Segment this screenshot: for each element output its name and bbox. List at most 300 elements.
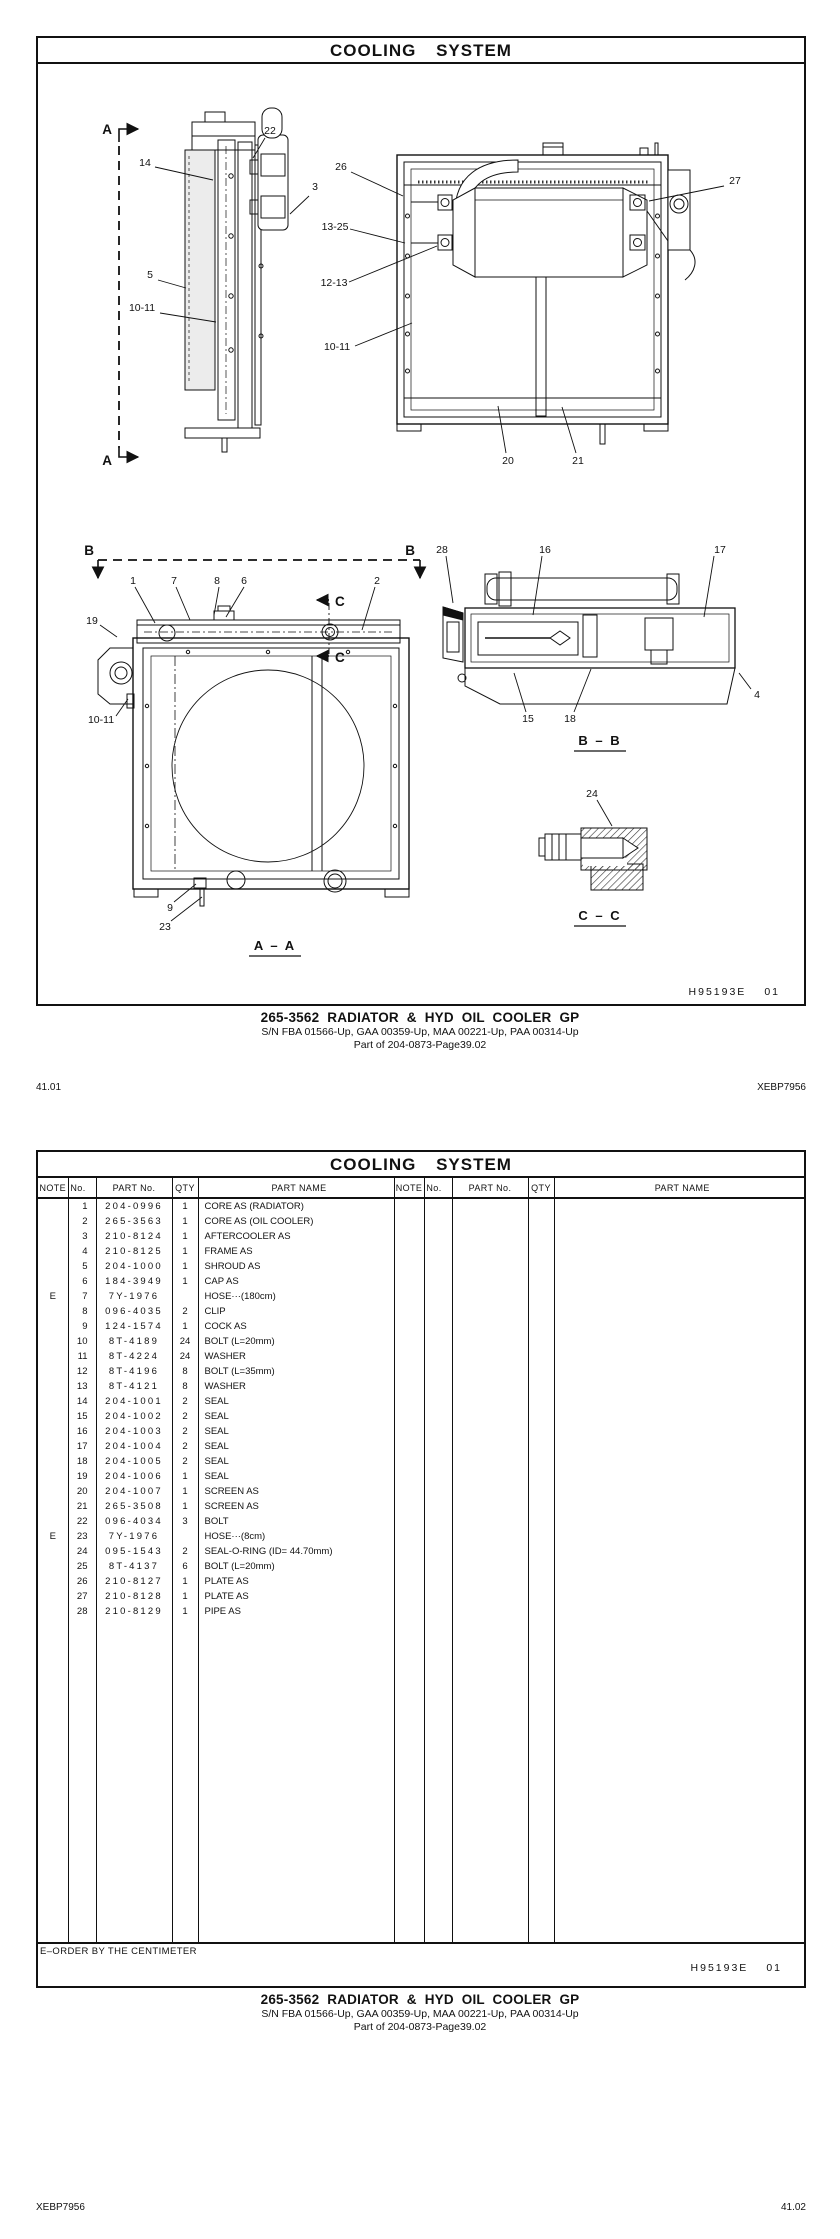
cell-name: CORE AS (RADIATOR) [198,1198,394,1214]
cell-no [424,1454,452,1469]
cell-part: 210-8128 [96,1589,172,1604]
cell-name [554,1274,804,1289]
group-title: 265-3562 RADIATOR & HYD OIL COOLER GP [260,1992,580,2007]
cell-qty [528,1198,554,1214]
cell-name: SEAL [198,1409,394,1424]
cell-qty: 8 [172,1379,198,1394]
cell-note [38,1229,68,1244]
part-row [38,1244,804,1259]
cell-qty: 24 [172,1349,198,1364]
cell-part: 204-1004 [96,1439,172,1454]
cell-name [554,1604,804,1619]
cell-qty: 3 [172,1514,198,1529]
part-row [38,1379,804,1394]
cell-name: SCREEN AS [198,1484,394,1499]
cell-qty [528,1529,554,1544]
cell-qty [528,1514,554,1529]
group-title: 265-3562 RADIATOR & HYD OIL COOLER GP [260,1010,580,1025]
cell-note [38,1469,68,1484]
cell-name [554,1409,804,1424]
callout-21: 21 [572,455,584,467]
callout-7: 7 [171,575,177,587]
cell-name: SEAL-O-RING (ID= 44.70mm) [198,1544,394,1559]
cell-qty [528,1274,554,1289]
cell-no: 1 [68,1198,96,1214]
cell-qty [528,1589,554,1604]
cell-part: 265-3563 [96,1214,172,1229]
cell-no: 27 [68,1589,96,1604]
cell-name: HOSE···(8cm) [198,1529,394,1544]
cell-note [394,1529,424,1544]
column-header-l-no: No. [68,1178,96,1198]
section-c-c [539,788,647,926]
cell-qty [528,1244,554,1259]
section-arrow-a-bottom: A [102,453,112,468]
cell-note [38,1484,68,1499]
part-row [38,1409,804,1424]
callout-10-11: 10-11 [128,302,156,314]
cell-part [452,1394,528,1409]
cell-note [394,1559,424,1574]
part-row [38,1198,804,1214]
cell-part [452,1334,528,1349]
cell-qty: 1 [172,1574,198,1589]
cell-no: 24 [68,1544,96,1559]
section-arrow-b-right: B [405,543,415,558]
page-number: 41.01 [36,1082,62,1093]
cell-qty [528,1454,554,1469]
cell-part: 096-4035 [96,1304,172,1319]
cell-no [424,1304,452,1319]
cell-name: SHROUD AS [198,1259,394,1274]
cell-note [38,1559,68,1574]
drawing-ref [689,986,780,998]
cell-note [394,1304,424,1319]
callout-2: 2 [374,575,380,587]
callout-28: 28 [436,544,448,556]
section-label-c-c: C – C [578,908,622,923]
cell-note [38,1214,68,1229]
serial-number-range: S/N FBA 01566-Up, GAA 00359-Up, MAA 00221-Up, PAA 00314-Up [261,2008,579,2020]
part-row [38,1499,804,1514]
drawing-ref [38,1962,804,1974]
cell-note [38,1439,68,1454]
ref-revision: 01 [766,1962,782,1974]
column-header-l-name: PART NAME [198,1178,394,1198]
cell-name [554,1529,804,1544]
cell-no: 16 [68,1424,96,1439]
cell-name [554,1319,804,1334]
page1-caption [0,1010,840,1051]
cell-qty [528,1469,554,1484]
section-arrow-c-bottom: C [335,650,345,665]
part-row [38,1574,804,1589]
callout-17: 17 [714,544,726,556]
cell-name: BOLT (L=20mm) [198,1559,394,1574]
cell-note [394,1379,424,1394]
cell-name: SCREEN AS [198,1499,394,1514]
cell-no [424,1484,452,1499]
cell-note [394,1454,424,1469]
column-header-l-note: NOTE [38,1178,68,1198]
callout-24: 24 [586,788,598,800]
section-arrow-c-top: C [335,594,345,609]
cell-no: 18 [68,1454,96,1469]
part-row [38,1604,804,1619]
table-header-row [38,1178,804,1198]
page-title: COOLING SYSTEM [38,38,804,64]
cell-no [424,1274,452,1289]
cell-note [394,1349,424,1364]
cell-qty: 1 [172,1259,198,1274]
part-row [38,1394,804,1409]
part-row [38,1529,804,1544]
cell-name: AFTERCOOLER AS [198,1229,394,1244]
cell-note: E [49,1531,56,1542]
cell-no [424,1409,452,1424]
cell-qty: 1 [172,1604,198,1619]
callout-16: 16 [539,544,551,556]
cell-no [424,1529,452,1544]
cell-note [38,1424,68,1439]
part-row [38,1469,804,1484]
cell-name: SEAL [198,1394,394,1409]
cell-qty [528,1484,554,1499]
cell-qty [528,1439,554,1454]
part-row [38,1259,804,1274]
cell-note [394,1544,424,1559]
cell-note [394,1244,424,1259]
cell-no: 7 [68,1289,96,1304]
cell-no: 23 [68,1529,96,1544]
cell-qty [528,1559,554,1574]
cell-no: 6 [68,1274,96,1289]
cell-name [554,1244,804,1259]
column-header-r-note: NOTE [394,1178,424,1198]
cell-name [554,1229,804,1244]
part-row [38,1319,804,1334]
part-row [38,1334,804,1349]
cell-no [424,1499,452,1514]
cell-note [394,1499,424,1514]
cell-part: 8T-4224 [96,1349,172,1364]
cell-name: BOLT (L=20mm) [198,1334,394,1349]
cell-part: 095-1543 [96,1544,172,1559]
callout-4: 4 [754,689,760,701]
cell-name [554,1499,804,1514]
part-row [38,1439,804,1454]
cell-name [554,1484,804,1499]
cell-no [424,1334,452,1349]
order-note-row [38,1943,804,1959]
cell-part: 265-3508 [96,1499,172,1514]
cell-note [394,1604,424,1619]
cell-note [394,1574,424,1589]
cell-note [38,1409,68,1424]
cell-qty: 1 [172,1499,198,1514]
cell-note [394,1514,424,1529]
cell-part: 204-1006 [96,1469,172,1484]
cell-name: WASHER [198,1349,394,1364]
column-header-l-qty: QTY [172,1178,198,1198]
cell-qty [172,1289,198,1304]
cell-note [38,1274,68,1289]
callout-22: 22 [264,125,276,137]
part-row [38,1349,804,1364]
side-view [102,108,318,468]
callout-18: 18 [564,713,576,725]
cell-name [554,1469,804,1484]
callout-19: 19 [86,615,98,627]
callout-12-13: 12-13 [320,277,348,289]
cell-no: 5 [68,1259,96,1274]
cell-name [554,1198,804,1214]
cell-no: 25 [68,1559,96,1574]
cell-no: 17 [68,1439,96,1454]
cell-note [38,1454,68,1469]
cell-name: PIPE AS [198,1604,394,1619]
callout-1: 1 [130,575,136,587]
part-row [38,1289,804,1304]
cell-qty: 1 [172,1319,198,1334]
cell-qty: 1 [172,1198,198,1214]
cell-qty [528,1424,554,1439]
cell-qty: 2 [172,1454,198,1469]
cell-no [424,1559,452,1574]
cell-part [452,1244,528,1259]
cell-note [394,1589,424,1604]
cell-no [424,1589,452,1604]
book-code: XEBP7956 [757,1082,806,1093]
cell-qty [172,1529,198,1544]
cell-part [452,1289,528,1304]
cell-part [452,1364,528,1379]
cell-name: FRAME AS [198,1244,394,1259]
serial-number-range: S/N FBA 01566-Up, GAA 00359-Up, MAA 00221-Up, PAA 00314-Up [261,1026,579,1038]
cell-note [38,1349,68,1364]
cell-name [554,1304,804,1319]
cell-name [554,1289,804,1304]
cell-part [452,1469,528,1484]
cell-no [424,1439,452,1454]
cell-no [424,1394,452,1409]
part-row [38,1454,804,1469]
cell-no: 26 [68,1574,96,1589]
cell-name [554,1349,804,1364]
cell-part [452,1589,528,1604]
cell-part [452,1559,528,1574]
cell-note [394,1319,424,1334]
cell-part: 210-8124 [96,1229,172,1244]
front-view [321,143,741,467]
cell-part: 8T-4121 [96,1379,172,1394]
cell-note [394,1439,424,1454]
cell-no [424,1214,452,1229]
cell-part [452,1529,528,1544]
cell-qty: 1 [172,1214,198,1229]
callout-26: 26 [335,161,347,173]
page2-caption [0,1992,840,2033]
cell-qty [528,1304,554,1319]
page2-footer [36,2202,806,2213]
cell-part: 204-1007 [96,1484,172,1499]
cell-name: SEAL [198,1439,394,1454]
cell-part [452,1409,528,1424]
cell-qty: 2 [172,1439,198,1454]
part-row [38,1229,804,1244]
cell-no [424,1289,452,1304]
cell-note [394,1424,424,1439]
section-label-b-b: B – B [578,733,622,748]
cell-note [394,1274,424,1289]
cell-note [38,1198,68,1214]
cell-qty: 2 [172,1544,198,1559]
cell-qty: 2 [172,1394,198,1409]
cell-name [554,1589,804,1604]
cell-name [554,1214,804,1229]
cell-no: 2 [68,1214,96,1229]
cell-part [452,1574,528,1589]
cell-part: 210-8127 [96,1574,172,1589]
cell-no [424,1379,452,1394]
cell-part [452,1349,528,1364]
callout-15: 15 [522,713,534,725]
section-b-b [436,544,760,751]
cell-name: HOSE···(180cm) [198,1289,394,1304]
cell-qty: 1 [172,1484,198,1499]
cell-part [452,1514,528,1529]
section-a-a [84,543,420,956]
callout-14: 14 [139,157,151,169]
cell-no [424,1364,452,1379]
cell-name [554,1334,804,1349]
cell-part [452,1229,528,1244]
callout-27: 27 [729,175,741,187]
cell-qty: 1 [172,1229,198,1244]
page1-footer [36,1082,806,1093]
cell-part [452,1454,528,1469]
cell-no: 22 [68,1514,96,1529]
cell-no [424,1514,452,1529]
cell-no [424,1544,452,1559]
cell-part [452,1424,528,1439]
cell-part [452,1499,528,1514]
part-row [38,1214,804,1229]
cell-no: 3 [68,1229,96,1244]
cell-qty [528,1259,554,1274]
ref-code: H95193E [690,1962,749,1974]
callout-6: 6 [241,575,247,587]
cell-part: 7Y-1976 [96,1289,172,1304]
section-arrow-b-left: B [84,543,94,558]
cell-no: 13 [68,1379,96,1394]
cell-note [394,1364,424,1379]
cell-qty [528,1319,554,1334]
cell-no [424,1244,452,1259]
part-row [38,1559,804,1574]
cell-note [38,1379,68,1394]
book-code: XEBP7956 [36,2202,85,2213]
cell-part [452,1544,528,1559]
cell-no: 9 [68,1319,96,1334]
cell-part [452,1214,528,1229]
cell-qty [528,1409,554,1424]
page-number: 41.02 [780,2202,806,2213]
cell-note: E [49,1291,56,1302]
cell-part: 184-3949 [96,1274,172,1289]
cell-part: 8T-4189 [96,1334,172,1349]
cell-part: 204-1005 [96,1454,172,1469]
cell-part: 8T-4196 [96,1364,172,1379]
cell-note [394,1469,424,1484]
cell-name [554,1574,804,1589]
cell-note [394,1214,424,1229]
cell-qty: 2 [172,1409,198,1424]
cell-no [424,1349,452,1364]
cell-qty [528,1379,554,1394]
cell-name: CLIP [198,1304,394,1319]
cell-note [38,1604,68,1619]
cell-qty: 2 [172,1304,198,1319]
cell-part [452,1319,528,1334]
cell-note [38,1364,68,1379]
cell-qty [528,1334,554,1349]
cell-note [38,1259,68,1274]
cell-qty [528,1229,554,1244]
part-of-reference: Part of 204-0873-Page39.02 [353,2021,487,2033]
cell-note [38,1574,68,1589]
section-arrow-a-top: A [102,122,112,137]
cell-note [38,1514,68,1529]
cell-part: 204-1000 [96,1259,172,1274]
cell-note [394,1409,424,1424]
cell-no: 10 [68,1334,96,1349]
page-title: COOLING SYSTEM [38,1152,804,1178]
part-row [38,1484,804,1499]
column-header-r-name: PART NAME [554,1178,804,1198]
cell-part: 204-1003 [96,1424,172,1439]
cell-name: SEAL [198,1424,394,1439]
cell-no: 12 [68,1364,96,1379]
part-of-reference: Part of 204-0873-Page39.02 [353,1039,487,1051]
cell-note [38,1319,68,1334]
cell-note [394,1198,424,1214]
cell-part [452,1604,528,1619]
cell-name: CAP AS [198,1274,394,1289]
cell-qty: 1 [172,1244,198,1259]
part-row [38,1514,804,1529]
cell-name [554,1424,804,1439]
cell-note [394,1334,424,1349]
cell-part: 204-1001 [96,1394,172,1409]
cell-qty: 24 [172,1334,198,1349]
callout-13-25: 13-25 [321,221,349,233]
cell-no: 14 [68,1394,96,1409]
part-row [38,1364,804,1379]
cell-name [554,1364,804,1379]
cell-part [452,1274,528,1289]
parts-diagram-page [36,36,806,1006]
cell-note [38,1304,68,1319]
cell-name [554,1514,804,1529]
cell-note [394,1484,424,1499]
cell-qty [528,1364,554,1379]
callout-23: 23 [159,921,171,933]
technical-drawing [38,66,804,1004]
callout-10-11-aa: 10-11 [87,714,115,726]
cell-part: 8T-4137 [96,1559,172,1574]
callout-10-11-front: 10-11 [323,341,351,353]
